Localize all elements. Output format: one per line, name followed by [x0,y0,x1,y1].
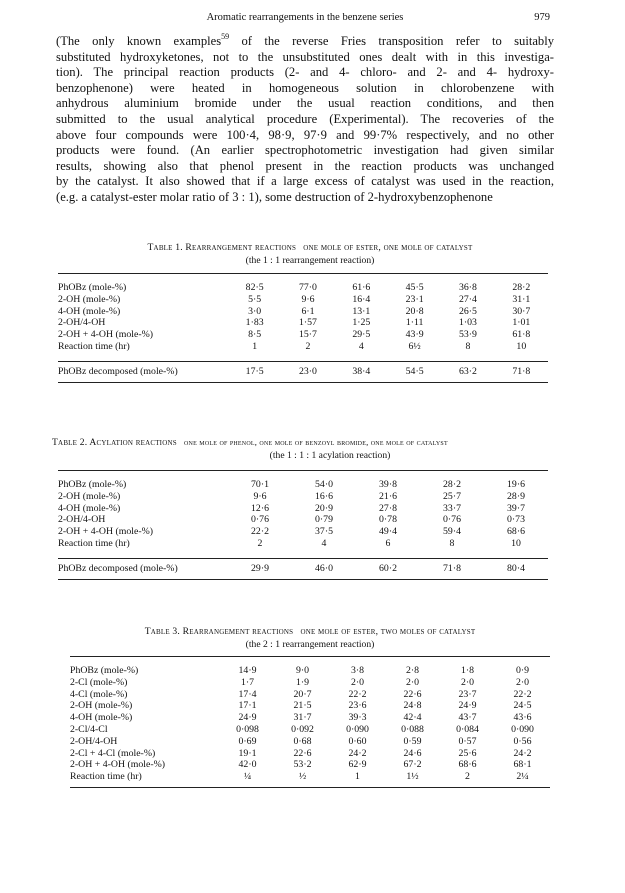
table-cell: 62·9 [348,759,367,771]
table-cell: 8 [465,340,471,352]
table-cell: 39·8 [379,479,397,490]
table-row [58,479,548,491]
table-2-conditions: one mole of phenol, one mole of benzoyl bromide, one mole of catalyst [184,437,448,447]
table-cell: 27·4 [458,293,477,305]
table-cell: 9·6 [301,293,315,305]
table-cell: 9·6 [253,490,267,502]
body-line [56,81,554,97]
table-cell: 3·0 [248,305,262,317]
table-cell: 0·59 [403,735,422,747]
table-3-title: Table 3. Rearrangement reactions [144,626,294,637]
table-cell: 13·1 [352,305,371,317]
table-cell: ¼ [220,771,275,787]
table-row [70,771,550,787]
table-cell: 23·1 [405,293,424,305]
table-cell: 31·1 [512,293,531,305]
table-cell: 0·60 [348,735,367,747]
table-cell: 54·0 [315,479,333,490]
table-cell: 70·1 [251,479,269,490]
table-cell: 9·0 [295,665,310,676]
table-row [70,724,550,736]
table-cell: 82·5 [245,282,264,293]
table-cell: 6·1 [301,305,315,317]
table-cell: 2·0 [350,676,365,688]
table-cell: 42·0 [238,759,257,771]
table-cell: 61·6 [352,282,371,293]
table-cell: 42·4 [403,712,422,724]
table-cell: 16·6 [315,490,333,502]
row-label: 2-OH/4-OH [70,735,118,747]
table-top-rule [58,471,548,480]
row-label: PhOBz (mole-%) [58,479,127,490]
table-cell: 1 [252,340,258,352]
table-cell: 22·2 [348,688,367,700]
table-cell: 36·8 [458,282,477,293]
table-cell: 17·4 [238,688,257,700]
table-cell: 60·2 [356,558,420,579]
table-cell: 53·2 [293,759,312,771]
body-text-segment: products were found. (An earlier spectrophotometric investigation had given similar [56,143,554,158]
row-label: 2-OH (mole-%) [70,700,133,712]
body-text-segment: by the catalyst. It also showed that if a large excess of catalyst was used in the reaction, [56,174,554,189]
table-cell: 80·4 [484,558,548,579]
row-label: 2-Cl/4-Cl [70,723,108,735]
running-header: Aromatic rearrangements in the benzene series [206,12,404,23]
table-cell: 24·2 [513,747,532,759]
body-line [56,128,554,144]
body-text-segment: of the reverse Fries transposition refer to suitably [229,34,555,48]
table-cell: 1·83 [245,317,264,329]
table-cell: 17·1 [238,700,257,712]
table-cell: 3·8 [350,665,365,676]
body-line [56,174,554,190]
table-1-conditions: one mole of ester, one mole of catalyst [303,242,473,253]
table-cell: 1½ [385,771,440,787]
table-cell: 0·090 [346,723,369,735]
table-row [58,491,548,503]
row-label: 4-OH (mole-%) [70,712,133,724]
table-3 [70,656,550,788]
table-cell: 33·7 [443,502,461,514]
table-cell: 49·4 [379,526,397,538]
table-cell: 22·6 [403,688,422,700]
table-cell: 1·01 [512,317,531,329]
table-cell: 21·6 [379,490,397,502]
table-cell: 5·5 [248,293,262,305]
table-cell: 59·4 [443,526,461,538]
table-cell: 1·03 [458,317,477,329]
table-row [58,503,548,515]
table-cell: 23·6 [348,700,367,712]
table-cell: 6½ [408,340,421,352]
row-label: 4-OH (mole-%) [58,305,121,317]
table-footer-row [58,558,548,579]
table-cell: 24·9 [238,712,257,724]
table-cell: 0·088 [401,723,424,735]
table-cell: 10 [511,537,521,549]
body-line [56,96,554,112]
row-label: PhOBz decomposed (mole-%) [58,361,228,382]
table-cell: 46·0 [292,558,356,579]
table-cell: 24·2 [348,747,367,759]
table-cell: 2 [257,537,263,549]
table-cell: 1·57 [299,317,317,329]
row-label: Reaction time (hr) [70,771,220,787]
table-row [70,677,550,689]
table-row [70,689,550,701]
table-row [58,306,548,318]
table-cell: 2 [440,771,495,787]
table-row [58,317,548,329]
table-cell: 61·8 [512,329,531,341]
table-cell: 0·79 [315,514,333,526]
table-cell: 43·6 [513,712,532,724]
reference-superscript: 59 [221,32,230,41]
table-row [58,329,548,341]
table-cell: 29·5 [352,329,371,341]
body-line [56,190,554,206]
rule-cell [70,657,550,666]
rule-cell [58,274,548,283]
table-cell: 0·090 [511,723,534,735]
table-cell: 39·3 [348,712,367,724]
table-cell: 19·1 [238,747,257,759]
table-row [58,514,548,526]
table-cell: 1 [330,771,385,787]
table-row [58,294,548,306]
rule-cell [58,471,548,480]
table-cell: 28·2 [443,479,461,490]
table-row [70,759,550,771]
table-2-subcaption: (the 1 : 1 : 1 acylation reaction) [269,449,391,461]
table-cell: 22·6 [293,747,312,759]
table-row [58,341,548,353]
table-cell: 28·2 [512,282,531,293]
body-line [56,143,554,159]
spacer-cell [58,353,548,362]
table-cell: 1·8 [460,665,475,676]
table-cell: ½ [275,771,330,787]
row-label: PhOBz (mole-%) [58,282,127,293]
table-cell: 0·68 [293,735,312,747]
table-2-caption [52,436,608,462]
body-text-segment: (The only known examples [56,34,222,48]
table-cell: 1·9 [295,676,310,688]
table-row [58,282,548,294]
table-cell: 54·5 [388,361,441,382]
row-label: Reaction time (hr) [58,537,130,549]
table-cell: 1·7 [240,676,255,688]
table-cell: 29·9 [228,558,292,579]
page-number: 979 [534,12,550,23]
table-cell: 20·7 [293,688,312,700]
table-cell: 2¼ [495,771,550,787]
table-cell: 2·0 [460,676,475,688]
table-cell: 0·57 [458,735,477,747]
table-row [70,736,550,748]
table-cell: 14·9 [238,665,257,676]
table-cell: 23·0 [281,361,334,382]
row-label: 2-Cl (mole-%) [70,676,128,688]
table-cell: 0·69 [238,735,257,747]
table-cell: 71·8 [495,361,548,382]
table-cell: 21·5 [293,700,312,712]
table-cell: 4 [358,340,364,352]
body-text-segment: substituted hydroxyketones, not to the unsubstituted ones dealt with in this investiga- [56,49,554,64]
table-cell: 30·7 [512,305,531,317]
table-cell: 0·092 [291,723,314,735]
table-cell: 0·73 [507,514,525,526]
body-text-segment: anhydrous aluminium bromide under the usual reaction conditions, and then [56,96,554,111]
table-cell: 2·8 [405,665,420,676]
table-cell: 68·1 [513,759,532,771]
table-cell: 2 [305,340,311,352]
table-cell: 0·9 [515,665,530,676]
table-cell: 0·78 [379,514,397,526]
table-cell: 37·5 [315,526,333,538]
table-cell: 17·5 [228,361,281,382]
table-cell: 24·5 [513,700,532,712]
table-cell: 68·6 [507,526,525,538]
row-label: 2-OH (mole-%) [58,490,121,502]
table-row [70,748,550,760]
table-cell: 22·2 [513,688,532,700]
table-row [70,665,550,677]
body-text-segment: (e.g. a catalyst-ester molar ratio of 3 : 1), some destruction of 2-hydroxybenzophenone [56,189,493,204]
table-top-rule [70,657,550,666]
body-line [56,50,554,66]
table-cell: 22·2 [251,526,269,538]
row-label: PhOBz (mole-%) [70,665,139,676]
table-cell: 24·9 [458,700,477,712]
row-label: 2-OH/4-OH [58,317,106,329]
row-label: 2-OH (mole-%) [58,293,121,305]
body-text-segment: results, showing also that phenol present in the reaction products was unchanged [56,158,554,173]
table-cell: 63·2 [441,361,494,382]
table-cell: 6 [385,537,391,549]
table-2 [58,470,548,580]
table-cell: 25·6 [458,747,477,759]
body-text-segment: tion). The principal reaction products (2- and 4- chloro- and 2- and 4- hydroxy- [56,65,554,80]
table-row [70,700,550,712]
table-cell: 1·11 [405,317,424,329]
table-cell: 20·8 [405,305,424,317]
body-line [56,159,554,175]
table-cell: 24·6 [403,747,422,759]
body-line [56,112,554,128]
spacer-cell [58,550,548,559]
table-footer-row [58,361,548,382]
row-label: 2-Cl + 4-Cl (mole-%) [70,747,156,759]
table-cell: 19·6 [507,479,525,490]
table-cell: 71·8 [420,558,484,579]
table-1-subcaption: (the 1 : 1 rearrangement reaction) [245,254,375,266]
body-text-segment: submitted to the usual analytical procedure (Experimental). The recoveries of the [56,111,554,126]
table-cell: 24·8 [403,700,422,712]
table-row [58,538,548,550]
table-cell: 43·9 [405,329,424,341]
table-cell: 4 [321,537,327,549]
table-1-caption [70,242,550,267]
row-label: 2-OH + 4-OH (mole-%) [70,759,166,771]
table-cell: 0·76 [443,514,461,526]
table-cell: 27·8 [379,502,397,514]
table-cell: 39·7 [507,502,525,514]
table-cell: 67·2 [403,759,422,771]
table-cell: 23·7 [458,688,477,700]
body-paragraph [56,34,554,206]
table-spacer [58,550,548,559]
table-cell: 8 [449,537,455,549]
table-cell: 0·76 [251,514,269,526]
table-spacer [58,353,548,362]
body-text-segment: benzophenone) were heated in homogeneous solution in chlorobenzene with [56,80,554,95]
row-label: 4-Cl (mole-%) [70,688,128,700]
table-3-conditions: one mole of ester, two moles of catalyst [300,626,476,637]
table-cell: 12·6 [251,502,269,514]
row-label: 2-OH + 4-OH (mole-%) [58,526,154,538]
body-text-segment: above four compounds were 100·4, 98·9, 97·9 and 99·7% respectively, and no other [56,127,554,142]
table-cell: 16·4 [352,293,371,305]
table-cell: 2·0 [405,676,420,688]
table-cell: 0·098 [236,723,259,735]
table-1 [58,273,548,383]
table-cell: 0·56 [513,735,532,747]
table-cell: 45·5 [405,282,424,293]
table-cell: 26·5 [458,305,477,317]
table-cell: 38·4 [335,361,388,382]
table-row [58,526,548,538]
row-label: 2-OH + 4-OH (mole-%) [58,329,154,341]
table-3-caption [70,626,550,651]
table-cell: 77·0 [299,282,317,293]
table-row [70,712,550,724]
table-cell: 1·25 [352,317,371,329]
table-cell: 8·5 [248,329,262,341]
table-cell: 10 [516,340,527,352]
body-line [56,34,554,50]
row-label: Reaction time (hr) [58,340,130,352]
row-label: PhOBz decomposed (mole-%) [58,558,228,579]
table-cell: 20·9 [315,502,333,514]
table-cell: 25·7 [443,490,461,502]
table-cell: 28·9 [507,490,525,502]
table-cell: 0·084 [456,723,479,735]
table-3-subcaption: (the 2 : 1 rearrangement reaction) [245,638,375,650]
table-cell: 53·9 [458,329,477,341]
table-cell: 15·7 [299,329,317,341]
body-line [56,65,554,81]
table-2-title: Table 2. Acylation reactions [52,437,177,448]
table-cell: 43·7 [458,712,477,724]
row-label: 2-OH/4-OH [58,514,106,526]
table-cell: 2·0 [515,676,530,688]
row-label: 4-OH (mole-%) [58,502,121,514]
table-1-title: Table 1. Rearrangement reactions [147,242,297,253]
table-cell: 31·7 [293,712,312,724]
table-top-rule [58,274,548,283]
table-cell: 68·6 [458,759,477,771]
